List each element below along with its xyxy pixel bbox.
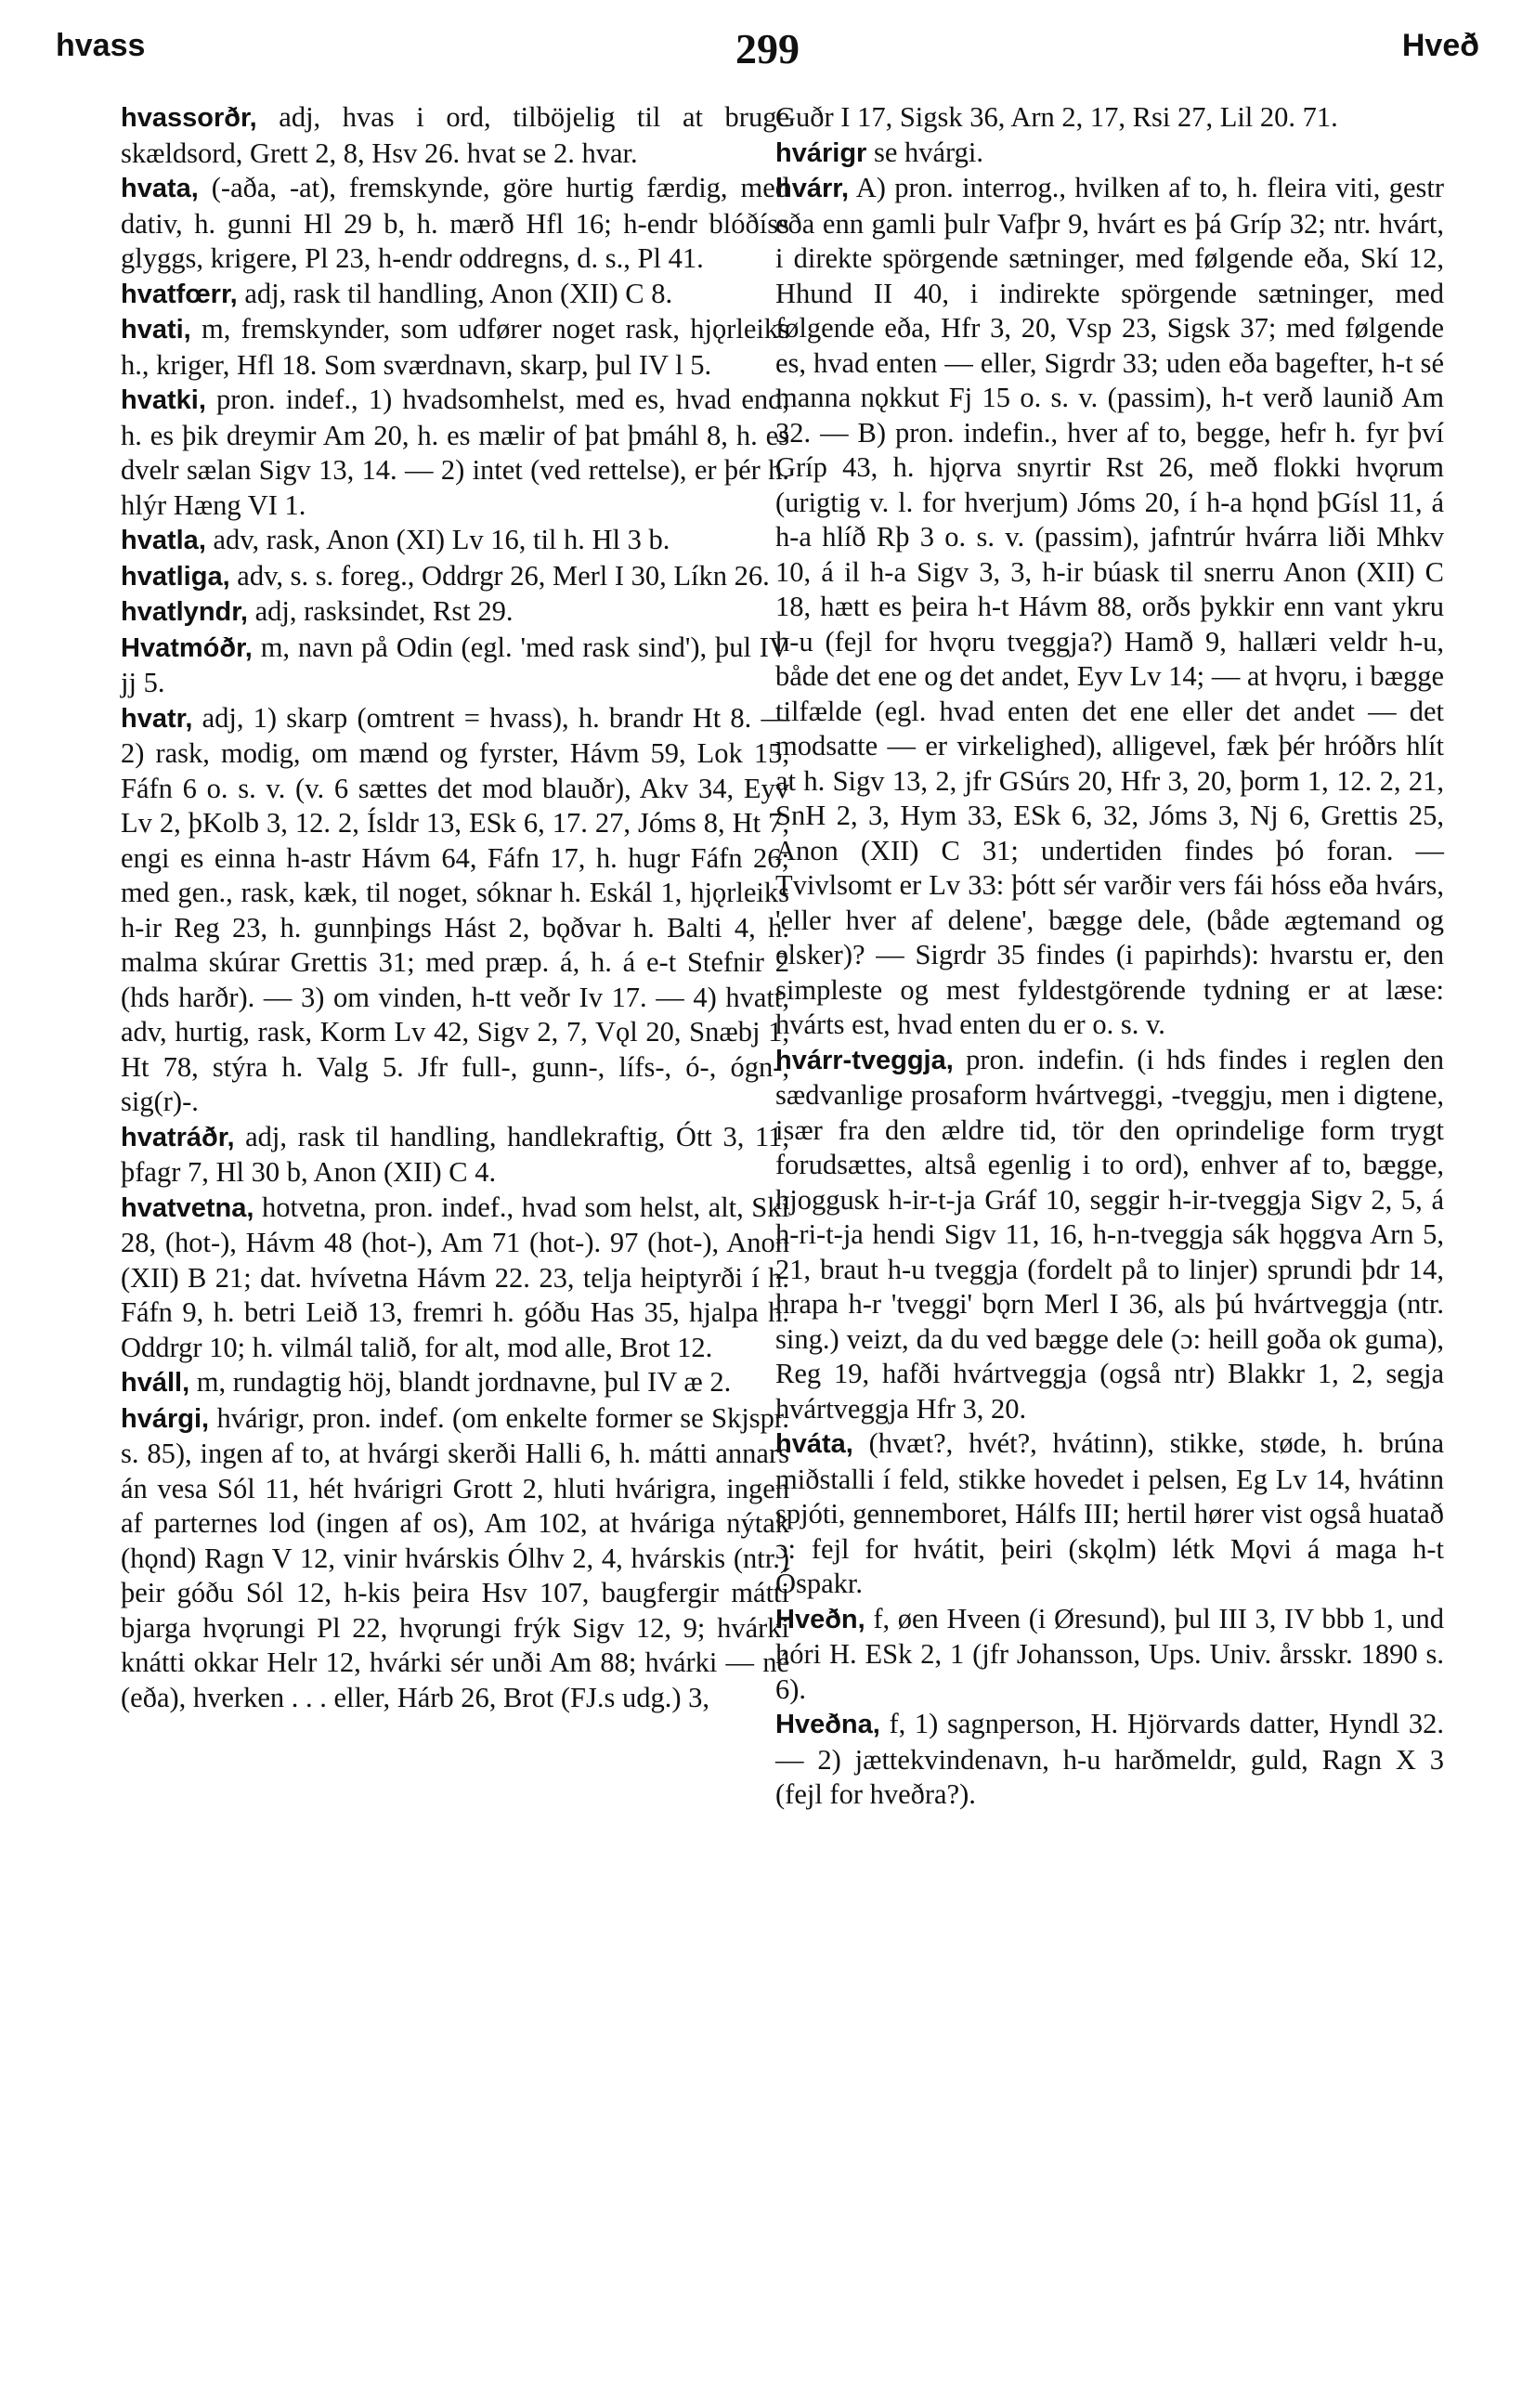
entry-headword: hvárr-tveggja,: [775, 1045, 954, 1075]
entry-text: hotvetna, pron. indef., hvad som helst, alt, Skí 28, (hot-), Hávm 48 (hot-), Am 71 (hot-). 97 (hot-), Anon (XII) B 21; dat. hvívetna Hávm 22. 23, telja heiptyrði í h. Fáfn 9, h. betri Leið 13, fremri h. góðu Has 35, hjalpa h. Oddrgr 10; h. vilmál talið, for alt, mod alle, Brot 12.: [121, 1191, 789, 1363]
dictionary-entry: [121, 559, 789, 595]
entry-headword: hvatlyndr,: [121, 597, 248, 627]
entry-headword: hvárr,: [775, 174, 849, 203]
guide-word-right: Hveð: [1401, 28, 1479, 63]
entry-headword: hvárigr: [775, 137, 867, 168]
entry-text: (hvæt?, hvét?, hvátinn), stikke, støde, h. brúna miðstalli í feld, stikke hovedet i pelsen, Eg Lv 14, hvátinn spjóti, gennemboret, Hálfs III; hertil hører vist også huatað ɔ: fejl for hvátit, þeiri (skǫlm) létk Mǫvi á maga h-t Óspakr.: [775, 1427, 1444, 1599]
entry-headword: hvatráðr,: [121, 1122, 235, 1152]
entry-text: A) pron. interrog., hvilken af to, h. fleira viti, gestr eða enn gamli þulr Vafþr 9, hvárt es þá Gríp 32; ntr. hvárt, i direkte spörgende sætninger, med følgende eða, Skí 12, Hhund II 40, i indirekte spörgende sætninger, med følgende eða, Hfr 3, 20, Vsp 23, Sigsk 37; med følgende es, hvad enten — eller, Sigrdr 33; uden eða bagefter, h-t sé manna nǫkkut Fj 15 o. s. v. (passim), h-t verð launið Am 32. — B) pron. indefin., hver af to, begge, hefr h. fyr því Gríp 43, h. hjǫrva snyrtir Rst 26, með flokki hvǫrum (urigtig v. l. for hverjum) Jóms 20, í h-a hǫnd þGísl 11, á h-a hlíð Rþ 3 o. s. v. (passim), jafntrúr hvárra liði Mhkv 10, á il h-a Sigv 3, 3, h-ir búask til snerru Anon (XII) C 18, hætt es þeira h-t Hávm 88, orðs þykkir enn vant ykru h-u (fejl for hvǫru tveggja?) Hamð 9, hallæri veldr h-u, både det ene og det andet, Eyv Lv 14; — at hvǫru, i bægge tilfælde (egl. hvad enten det ene eller det andet — det modsatte — er virkelighed), alligevel, fæk þér hróðrs hlít at h. Sigv 13, 2, jfr GSúrs 20, Hfr 3, 20, þorm 1, 12. 2, 21, SnH 2, 3, Hym 33, ESk 6, 32, Jóms 3, Nj 6, Grettis 25, Anon (XII) C 31; undertiden findes þó foran. — Tvivlsomt er Lv 33: þótt sér varðir vers fái hóss eða hvárs, 'eller hver af delene', bægge dele, (både ægtemand og elsker)? — Sigrdr 35 findes (i papirhds): hvarstu er, den simpleste og mest fyldestgörende tydning er at læse: hvárts est, hvad enten du er o. s. v.: [775, 172, 1444, 1040]
entry-text: pron. indef., 1) hvadsomhelst, med es, hvad end, h. es þik dreymir Am 20, h. es mælir of þat þmáhl 8, h. es dvelr sælan Sigv 13, 14. — 2) intet (ved rettelse), er þér h. hlýr Hæng VI 1.: [121, 384, 789, 521]
entry-text: adj, 1) skarp (omtrent = hvass), h. brandr Ht 8. — 2) rask, modig, om mænd og fyrster, Hávm 59, Lok 15, Fáfn 6 o. s. v. (v. 6 sættes det mod blauðr), Akv 34, Eyv Lv 2, þKolb 3, 12. 2, Ísldr 13, ESk 6, 17. 27, Jóms 8, Ht 7, engi es einna h-astr Hávm 64, Fáfn 17, h. hugr Fáfn 26; med gen., rask, kæk, til noget, sóknar h. Eskál 1, hjǫrleiks h-ir Reg 23, h. gunnþings Hást 2, bǫðvar h. Balti 4, h. malma skúrar Grettis 31; med præp. á, h. á e-t Stefnir 2 (hds harðr). — 3) om vinden, h-tt veðr Iv 17. — 4) hvatt, adv, hurtig, rask, Korm Lv 42, Sigv 2, 7, Vǫl 20, Snæbj 1, Ht 78, stýra h. Valg 5. Jfr full-, gunn-, lífs-, ó-, ógn-, sig(r)-.: [121, 701, 789, 1117]
entry-headword: hvassorðr,: [121, 103, 257, 133]
entry-headword: hvatvetna,: [121, 1192, 254, 1223]
entry-text: m, fremskynder, som udfører noget rask, hjǫrleiks h., kriger, Hfl 18. Som sværdnavn, skarp, þul IV l 5.: [121, 313, 789, 381]
right-column: [775, 100, 1444, 1813]
entry-text: f, øen Hveen (i Øresund), þul III 3, IV bbb 1, und hóri H. ESk 2, 1 (jfr Johansson, Ups. Univ. årsskr. 1890 s. 6).: [775, 1602, 1444, 1705]
dictionary-entry: [775, 1426, 1444, 1602]
entry-headword: hvati,: [121, 315, 191, 345]
dictionary-entry: [121, 171, 789, 277]
dictionary-entry: [121, 631, 789, 701]
entry-headword: hváta,: [775, 1429, 853, 1459]
dictionary-entry: [121, 277, 789, 313]
entry-text: se hvárgi.: [866, 136, 983, 168]
entry-headword: hvata,: [121, 174, 199, 203]
dictionary-entry: [775, 100, 1444, 136]
dictionary-entry: [121, 1401, 789, 1716]
entry-headword: hvatki,: [121, 385, 206, 415]
dictionary-entry: [121, 1120, 789, 1191]
page-number: 299: [735, 25, 800, 72]
entry-text: (-aða, -at), fremskynde, göre hurtig færdig, med dativ, h. gunni Hl 29 b, h. mærð Hfl 16; h-endr blóðíss glyggs, krigere, Pl 23, h-endr oddregns, d. s., Pl 41.: [121, 172, 789, 274]
entry-headword: hvatr,: [121, 703, 193, 734]
dictionary-entry: [121, 701, 789, 1120]
entry-text: adj, rask til handling, handlekraftig, Ótt 3, 11, þfagr 7, Hl 30 b, Anon (XII) C 4.: [121, 1120, 789, 1188]
dictionary-entry: [121, 312, 789, 383]
entry-text: Guðr I 17, Sigsk 36, Arn 2, 17, Rsi 27, Lil 20. 71.: [775, 101, 1338, 133]
entry-text: f, 1) sagnperson, H. Hjörvards datter, Hyndl 32. — 2) jættekvindenavn, h-u harðmeldr, guld, Ragn X 3 (fejl for hveðra?).: [775, 1708, 1444, 1810]
dictionary-entry: [121, 594, 789, 631]
entry-headword: hvatla,: [121, 526, 206, 555]
dictionary-entry: [775, 1707, 1444, 1813]
entry-headword: hvatliga,: [121, 561, 230, 592]
entry-text: pron. indefin. (i hds findes i reglen den sædvanlige prosaform hvártveggi, -tveggju, men i digtene, især fra den ældre tid, tör den oprindelige form trygt forudsættes, altså egenlig i to ord), enhver af to, bægge, hjoggusk h-ir-t-ja Gráf 10, seggir h-ir-tveggja Sigv 2, 5, á h-ri-t-ja hendi Sigv 11, 16, h-n-tveggja sák hǫggva Arn 5, 21, braut h-u tveggja (fordelt på to linjer) sprundi þdr 14, hrapa h-r 'tveggi' bǫrn Merl I 36, als þú hvártveggja (ntr. sing.) veizt, da du ved bægge dele (ɔ: heill goða ok guma), Reg 19, hafði hvártveggja (også ntr) Blakkr 1, 2, segja hvártveggja Hfr 3, 20.: [775, 1043, 1444, 1425]
entry-text: adv, s. s. foreg., Oddrgr 26, Merl I 30, Líkn 26.: [229, 559, 770, 592]
entry-text: adj, hvas i ord, tilböjelig til at bruge skældsord, Grett 2, 8, Hsv 26. hvat se 2. hvar.: [121, 101, 789, 169]
dictionary-entry: [775, 136, 1444, 172]
entry-text: hvárigr, pron. indef. (om enkelte former se Skjspr. s. 85), ingen af to, at hvárgi skerði Halli 6, h. mátti annars án vesa Sól 11, hét hvárigri Grott 2, hluti hvárigra, ingen af parternes lod (ingen af os), Am 102, at hváriga nýtak (hǫnd) Ragn V 12, vinir hvárskis Ólhv 2, 4, hvárskis (ntr.) þeir góðu Sól 12, h-kis þeira Hsv 107, baugfergir mátti bjarga hvǫrungi Pl 22, hvǫrungi frýk Sigv 12, 9; hvárki knátti okkar Helr 12, hvárki sér unði Am 88; hvárki — né (eða), hverken . . . eller, Hárb 26, Brot (FJ.s udg.) 3,: [121, 1401, 789, 1713]
entry-text: m, rundagtig höj, blandt jordnavne, þul IV æ 2.: [189, 1366, 732, 1398]
dictionary-entry: [775, 1602, 1444, 1708]
running-head: [56, 25, 1479, 84]
dictionary-entry: [775, 1043, 1444, 1427]
entry-headword: Hveðn,: [775, 1604, 865, 1634]
left-column: [121, 100, 789, 1715]
entry-headword: hvatfœrr,: [121, 279, 238, 309]
entry-headword: Hveðna,: [775, 1710, 880, 1739]
entry-text: m, navn på Odin (egl. 'med rask sind'), þul IV jj 5.: [121, 631, 789, 698]
entry-headword: hvárgi,: [121, 1403, 210, 1434]
entry-text: adv, rask, Anon (XI) Lv 16, til h. Hl 3 b.: [205, 524, 670, 555]
dictionary-entry: [775, 171, 1444, 1043]
dictionary-entry: [121, 383, 789, 523]
dictionary-entry: [121, 1365, 789, 1401]
dictionary-entry: [121, 1191, 789, 1366]
entry-headword: hváll,: [121, 1368, 190, 1398]
guide-word-left: hvass: [56, 28, 146, 63]
dictionary-entry: [121, 523, 789, 559]
entry-text: adj, rask til handling, Anon (XII) C 8.: [237, 277, 673, 309]
entry-text: adj, rasksindet, Rst 29.: [248, 595, 514, 627]
entry-headword: Hvatmóðr,: [121, 632, 253, 663]
dictionary-entry: [121, 100, 789, 171]
